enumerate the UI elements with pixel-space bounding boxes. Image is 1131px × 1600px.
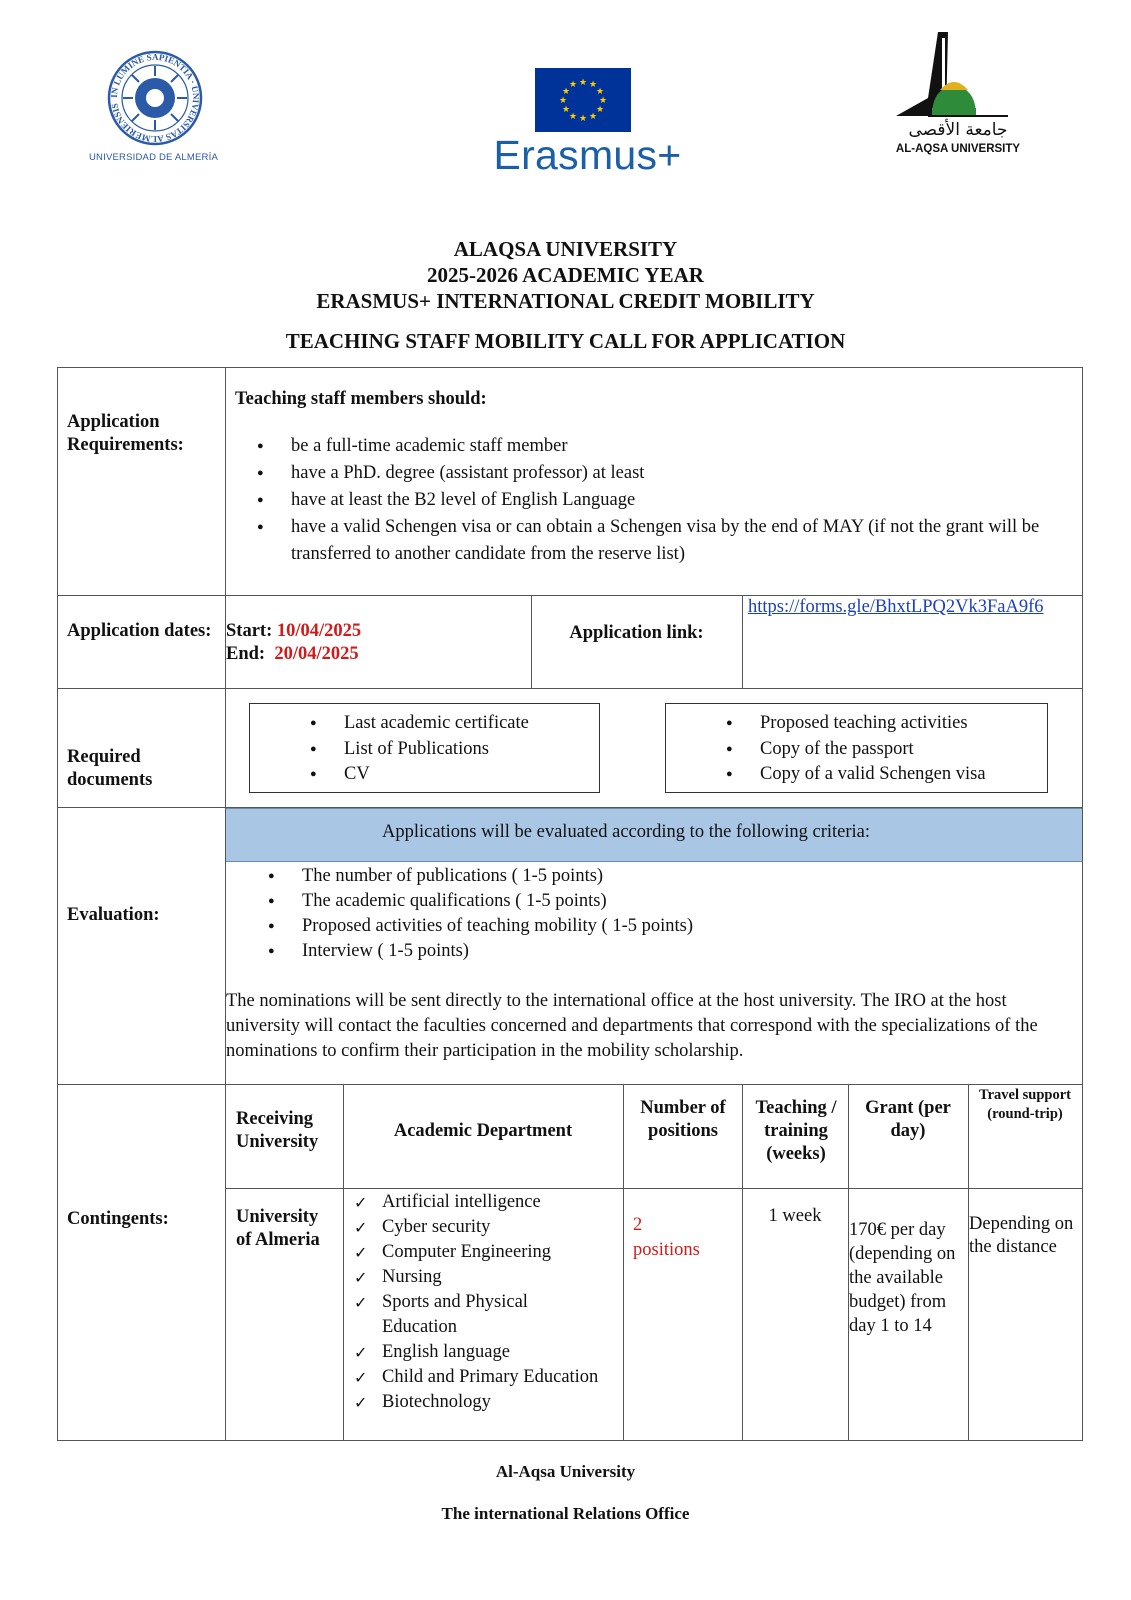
contingents-label: Contingents: — [67, 1209, 169, 1229]
document-item: ● List of Publications — [310, 737, 529, 763]
svg-text:★: ★ — [578, 78, 588, 88]
svg-text:★: ★ — [568, 80, 578, 90]
evaluation-criteria-list — [268, 864, 1068, 964]
evaluation-banner — [226, 808, 1082, 862]
svg-text:★: ★ — [561, 105, 571, 115]
header-academic-department: Academic Department — [393, 1121, 573, 1141]
department-item: ✓ Computer Engineering — [354, 1240, 624, 1265]
erasmus-plus-logo — [480, 68, 700, 178]
requirements-intro: Teaching staff members should: — [235, 389, 487, 409]
dates-label: Application dates: — [67, 621, 212, 641]
dates-values — [226, 620, 526, 666]
universidad-almeria-logo — [86, 48, 226, 178]
criteria-item: ● The number of publications ( 1-5 points) — [268, 864, 1068, 889]
requirements-list — [235, 433, 1075, 568]
seal-ring-text: IN LUMINE SAPIENTIA · UNIVERSITAS ALMERIENSIS — [108, 51, 202, 145]
department-list — [354, 1190, 624, 1415]
document-item: ● Last academic certificate — [310, 711, 529, 737]
department-item: ✓ English language — [354, 1340, 624, 1365]
header-teaching-weeks: Teaching / training (weeks) — [755, 1098, 837, 1164]
requirement-item: ● have a PhD. degree (assistant professor) at least — [257, 460, 1075, 487]
positions-word: positions — [633, 1240, 700, 1260]
criteria-item: ● The academic qualifications ( 1-5 points) — [268, 889, 1068, 914]
header-call-title: TEACHING STAFF MOBILITY CALL FOR APPLICATION — [285, 329, 846, 353]
department-item: ✓ Biotechnology — [354, 1390, 624, 1415]
evaluation-banner-text: Applications will be evaluated according to the following criteria: — [381, 822, 871, 842]
document-item: ● Copy of the passport — [726, 737, 986, 763]
documents-box-right — [665, 703, 1048, 793]
aqsa-arabic-name: جامعة الأقصى — [908, 120, 1008, 140]
header-receiving-university: Receiving University — [236, 1109, 319, 1152]
requirement-item: ● have at least the B2 level of English Language — [257, 487, 1075, 514]
al-aqsa-university-logo — [888, 28, 1028, 168]
svg-text:★: ★ — [595, 105, 605, 115]
header-travel-support: Travel support (round-trip) — [979, 1087, 1071, 1122]
footer-university: Al-Aqsa University — [495, 1462, 636, 1481]
end-date: 20/04/2025 — [274, 644, 359, 664]
evaluation-note: The nominations will be sent directly to the international office at the host university. The IRO at the host university will contact the faculties concerned and departments that correspond with the specializations of the nominations to confirm their participation in the mobility scholarship. — [226, 991, 1038, 1061]
aqsa-english-name: AL-AQSA UNIVERSITY — [895, 143, 1021, 155]
department-item: ✓ Cyber security — [354, 1215, 624, 1240]
positions-count: 2 — [633, 1215, 643, 1235]
svg-text:★: ★ — [558, 96, 568, 106]
header-university: ALAQSA UNIVERSITY — [453, 237, 678, 261]
documents-box-left — [249, 703, 600, 793]
start-date: 10/04/2025 — [276, 621, 362, 641]
department-item: ✓ Nursing — [354, 1265, 624, 1290]
department-item: ✓ Artificial intelligence — [354, 1190, 624, 1215]
header-number-of-positions: Number of positions — [640, 1098, 726, 1141]
footer-office: The international Relations Office — [441, 1504, 690, 1523]
svg-text:★: ★ — [568, 112, 578, 122]
eu-flag-icon — [535, 68, 631, 132]
header-academic-year: 2025-2026 ACADEMIC YEAR — [427, 263, 704, 287]
requirements-label: Application Requirements: — [67, 412, 184, 455]
end-label: End: — [226, 644, 266, 664]
application-link-label: Application link: — [569, 623, 704, 643]
svg-text:★: ★ — [588, 80, 598, 90]
document-item: ● Proposed teaching activities — [726, 711, 986, 737]
department-item: ✓ Sports and Physical Education — [354, 1290, 624, 1340]
dome-tower-icon — [888, 28, 1028, 120]
documents-list-right — [726, 711, 986, 788]
ual-caption: UNIVERSIDAD DE ALMERÍA — [89, 152, 218, 163]
document-item: ● CV — [310, 762, 529, 788]
svg-text:★: ★ — [598, 96, 608, 106]
svg-text:★: ★ — [588, 112, 598, 122]
grant-value: 170€ per day (depending on the available budget) from day 1 to 14 — [849, 1220, 956, 1336]
evaluation-label: Evaluation: — [67, 905, 160, 925]
start-label: Start: — [226, 621, 273, 641]
application-link[interactable]: https://forms.gle/BhxtLPQ2Vk3FaA9f6 — [748, 597, 1044, 617]
header-grant: Grant (per day) — [865, 1098, 951, 1141]
documents-label: Required documents — [67, 747, 153, 790]
receiving-university-value: University of Almeria — [236, 1207, 320, 1250]
document-header — [0, 236, 1131, 354]
svg-text:★: ★ — [578, 114, 588, 124]
documents-list-left — [310, 711, 529, 788]
requirement-item: ● be a full-time academic staff member — [257, 433, 1075, 460]
positions-value — [633, 1213, 738, 1263]
svg-text:★: ★ — [595, 87, 605, 97]
document-item: ● Copy of a valid Schengen visa — [726, 762, 986, 788]
travel-support-value: Depending on the distance — [969, 1214, 1074, 1257]
erasmus-wordmark: Erasmus+ — [493, 132, 682, 178]
university-seal-icon — [96, 48, 214, 148]
criteria-item: ● Interview ( 1-5 points) — [268, 939, 1068, 964]
department-item: ✓ Child and Primary Education — [354, 1365, 624, 1390]
teaching-weeks-value: 1 week — [768, 1206, 822, 1226]
criteria-item: ● Proposed activities of teaching mobility ( 1-5 points) — [268, 914, 1068, 939]
requirement-item: ● have a valid Schengen visa or can obtain a Schengen visa by the end of MAY (if not the grant will be transferred to another candidate from the reserve list) — [257, 514, 1075, 568]
svg-text:★: ★ — [561, 87, 571, 97]
requirements-content — [235, 388, 1075, 568]
header-program: ERASMUS+ INTERNATIONAL CREDIT MOBILITY — [316, 289, 815, 313]
